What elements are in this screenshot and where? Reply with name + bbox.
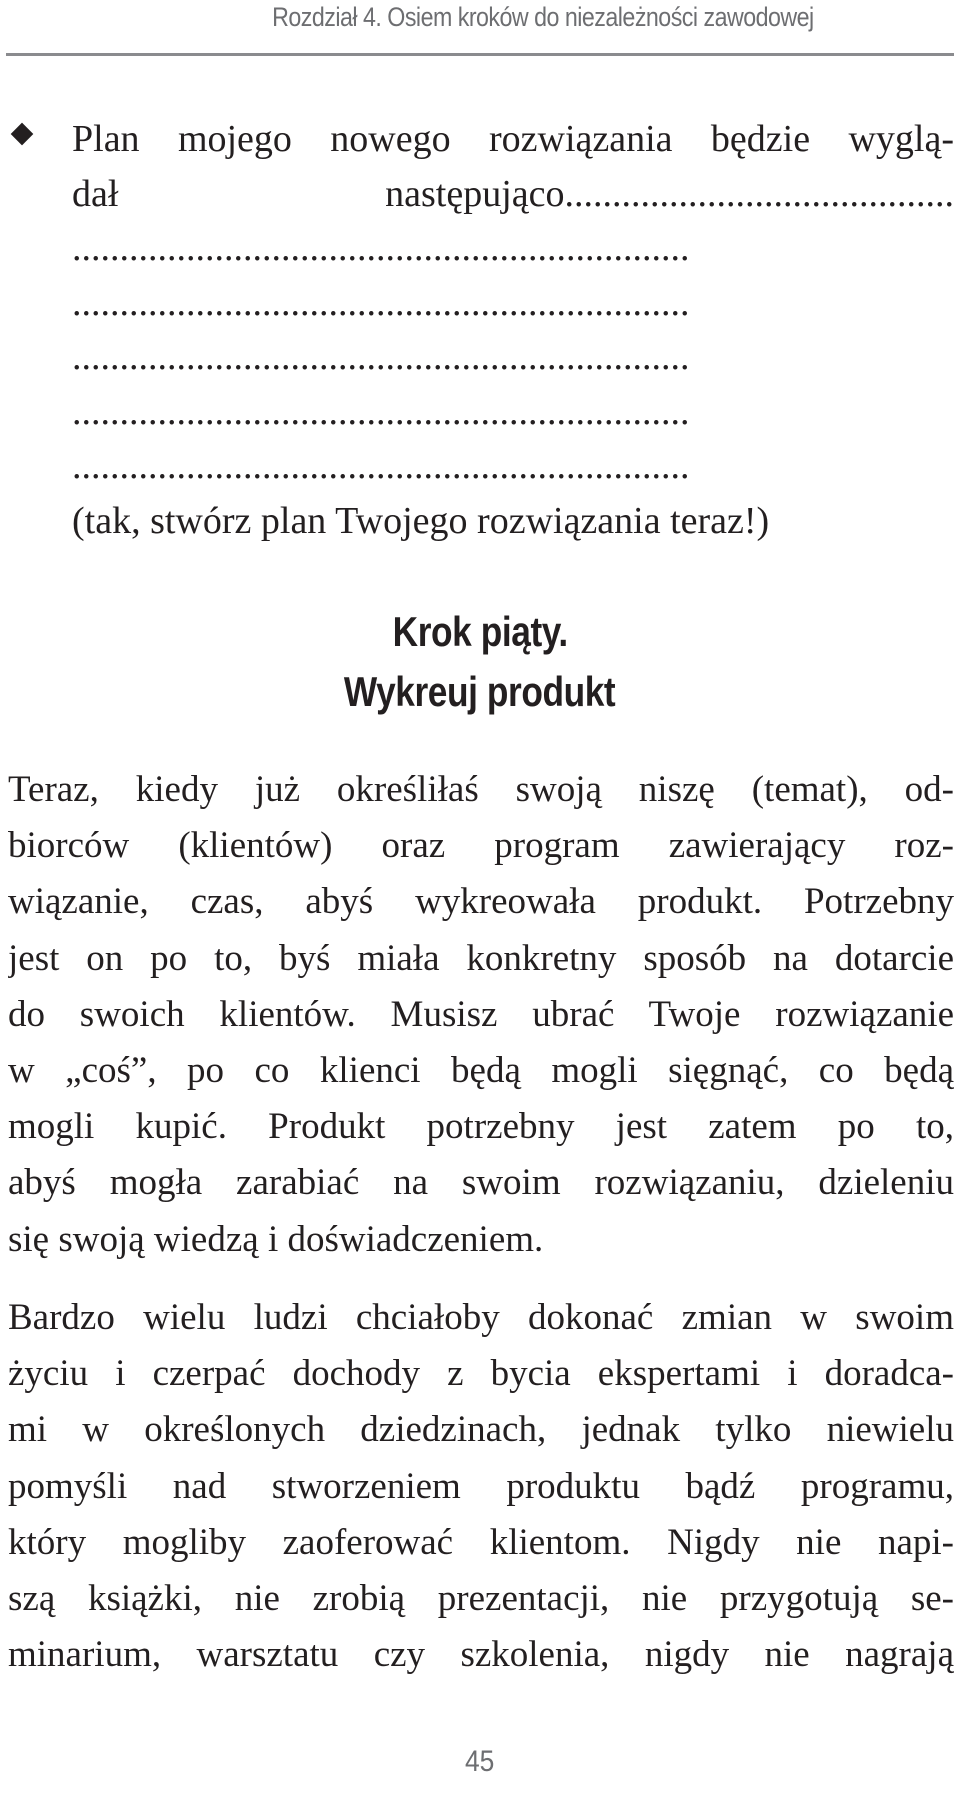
section-heading-title bbox=[0, 668, 960, 716]
bullet-text bbox=[72, 112, 954, 548]
header-divider bbox=[6, 53, 954, 56]
paragraph-line: Bardzo wielu ludzi chciałoby dokonać zmian w swoim bbox=[8, 1297, 954, 1338]
paragraph-line: abyś mogła zarabiać na swoim rozwiązaniu, dzieleniu bbox=[8, 1162, 954, 1204]
paragraph-line: w „coś”, po co klienci będą mogli sięgnąć, co będą bbox=[8, 1049, 954, 1091]
paragraph-line: biorców (klientów) oraz program zawierający roz- bbox=[8, 825, 954, 867]
paragraph-line: szą książki, nie zrobią prezentacji, nie przygotują se- bbox=[8, 1577, 954, 1619]
fill-in-line: ................................................................. bbox=[72, 281, 690, 324]
section-heading-step bbox=[0, 608, 960, 656]
paragraph-line: mi w określonych dziedzinach, jednak tylko niewielu bbox=[8, 1409, 954, 1451]
fill-in-line: dał następująco......................................... bbox=[72, 172, 954, 215]
paragraph-line: jest on po to, byś miała konkretny sposób na dotarcie bbox=[8, 937, 954, 979]
paragraph-line: wiązanie, czas, abyś wykreowała produkt. Potrzebny bbox=[8, 881, 954, 923]
bullet-item-plan bbox=[8, 112, 954, 552]
paragraph-line: życiu i czerpać dochody z bycia ekspertami i doradca- bbox=[8, 1353, 954, 1395]
fill-in-line: ................................................................. bbox=[72, 336, 690, 378]
paragraph-line: pomyśli nad stworzeniem produktu bądź programu, bbox=[8, 1465, 954, 1507]
bullet-line: Plan mojego nowego rozwiązania będzie wyglą- bbox=[72, 118, 954, 160]
fill-in-line: ................................................................. bbox=[72, 227, 690, 269]
page-number bbox=[0, 1745, 960, 1779]
bullet-line: (tak, stwórz plan Twojego rozwiązania teraz!) bbox=[72, 499, 770, 542]
paragraph-line: minarium, warsztatu czy szkolenia, nigdy nie nagrają bbox=[8, 1634, 954, 1676]
paragraph-line: mogli kupić. Produkt potrzebny jest zatem po to, bbox=[8, 1106, 954, 1148]
paragraph-product bbox=[8, 762, 954, 1268]
paragraph-line: który mogliby zaoferować klientom. Nigdy nie napi- bbox=[8, 1521, 954, 1563]
running-header bbox=[0, 0, 960, 58]
section-heading-title-text: Wykreuj produkt bbox=[344, 668, 616, 715]
fill-in-line: ................................................................. bbox=[72, 390, 690, 433]
fill-in-line: ................................................................. bbox=[72, 445, 690, 487]
chapter-title: Rozdział 4. Osiem kroków do niezależności zawodowej bbox=[272, 2, 814, 32]
section-heading-step-text: Krok piąty. bbox=[392, 608, 568, 655]
paragraph-experts bbox=[8, 1290, 954, 1683]
paragraph-line: się swoją wiedzą i doświadczeniem. bbox=[8, 1218, 544, 1260]
page-number-text: 45 bbox=[465, 1745, 495, 1778]
paragraph-line: do swoich klientów. Musisz ubrać Twoje rozwiązanie bbox=[8, 993, 954, 1035]
diamond-bullet-icon bbox=[11, 123, 34, 146]
paragraph-line: Teraz, kiedy już określiłaś swoją niszę (temat), od- bbox=[8, 769, 954, 810]
